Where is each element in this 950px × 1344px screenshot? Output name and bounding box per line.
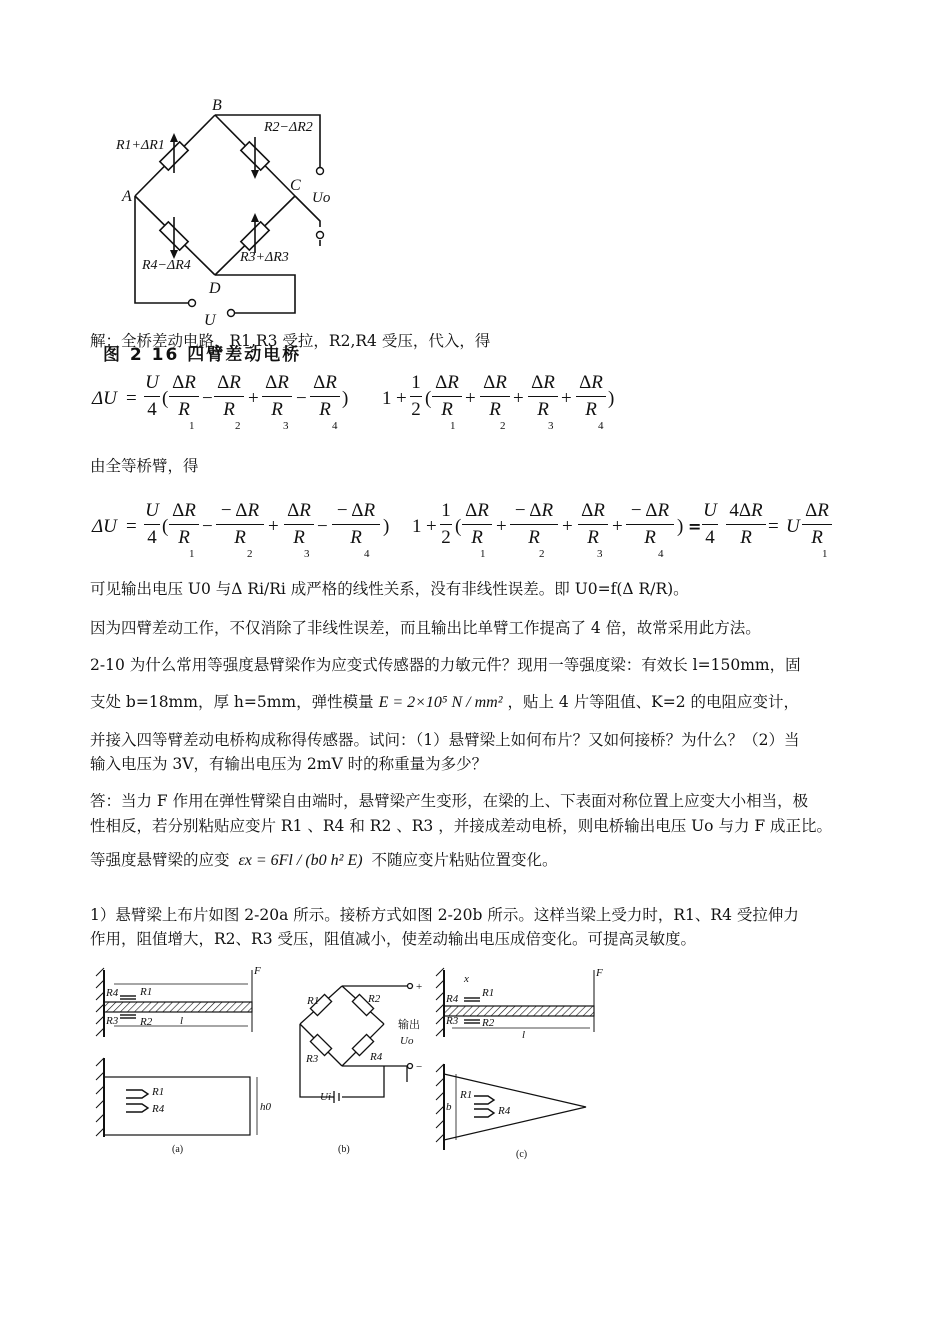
r2-label-a: R2: [140, 1016, 153, 1028]
position-label-c: x: [464, 973, 469, 985]
answer-line-3b: 不随应变片粘贴位置变化。: [371, 851, 558, 869]
answer-line-2: 性相反，若分别粘贴应变片 R1 、R4 和 R2 、R3 ，并接成差动电桥，则电桥输出电压 Uo 与力 F 成正比。: [90, 817, 833, 835]
force-label-c: F: [596, 967, 603, 979]
node-d-label: D: [209, 280, 221, 297]
question-line-2a: 支处 b=18mm，厚 h=5mm，弹性模量: [90, 693, 374, 711]
equal-arms-paragraph: 由全等桥臂，得: [90, 457, 199, 475]
r4-label-b: R4: [370, 1051, 383, 1063]
length-label-a: l: [180, 1015, 184, 1027]
r1-label-b: R1: [307, 995, 320, 1007]
resistor-r2-label: R2−ΔR2: [264, 120, 313, 135]
output-label-b: 输出: [398, 1019, 420, 1031]
r4-label-a-plan: R4: [152, 1103, 165, 1115]
reason-paragraph: 因为四臂差动工作，不仅消除了非线性误差，而且输出比单臂工作提高了 4 倍，故常采用此方法。: [90, 619, 761, 637]
node-b-label: B: [212, 97, 222, 114]
point-1-line-2: 作用，阻值增大，R2、R3 受压，阻值减小，使差动输出电压成倍变化。可提高灵敏度。: [90, 930, 696, 948]
r3-label-a: R3: [106, 1015, 119, 1027]
question-line-2: [90, 690, 799, 715]
input-voltage-label: U: [204, 312, 216, 329]
width-label: h0: [260, 1101, 271, 1113]
r4-label-c: R4: [446, 993, 459, 1005]
linear-relation-paragraph: 可见输出电压 U0 与Δ Ri/Ri 成严格的线性关系，没有非线性误差。即 U0=f(Δ R/R)。: [90, 580, 689, 598]
question-line-4: 输入电压为 3V，有输出电压为 2mV 时的称重量为多少？: [90, 755, 488, 773]
input-voltage-label-b: Ui: [320, 1091, 331, 1103]
panel-c-label: (c): [516, 1149, 528, 1160]
plus-terminal: +: [416, 981, 423, 993]
solution-paragraph: 解：全桥差动电路，R1,R3 受拉，R2,R4 受压，代入，得: [90, 332, 491, 350]
resistor-r4-label: R4−ΔR4: [142, 258, 191, 273]
force-label-a: F: [254, 965, 261, 977]
r2-label-c: R2: [482, 1017, 495, 1029]
panel-a: [96, 968, 257, 1137]
modulus-formula: E = 2×10⁵ N / mm²: [378, 694, 503, 711]
equation-2: ΔU = U 4 ( ΔR R 1 − − ΔR R 2 + ΔR R 3 − − ΔR R 4 ) 1 + 1 2 ( ΔR R 1 + − ΔR R 2 + ΔR R 3 + − ΔR R 4 ) = U 4 4ΔR R = U ΔR R 1: [92, 500, 852, 562]
length-label-c: l: [522, 1029, 526, 1041]
root-width-label-c: b: [446, 1101, 452, 1113]
r2-label-b: R2: [368, 993, 381, 1005]
output-voltage-label: Uo: [312, 190, 331, 206]
point-1-line-1: 1）悬臂梁上布片如图 2-20a 所示。接桥方式如图 2-20b 所示。这样当梁上受力时，R1、R4 受拉伸力: [90, 906, 799, 924]
panel-a-label: (a): [172, 1144, 184, 1155]
strain-formula: εx = 6Fl / (b0 h² E): [238, 852, 363, 869]
r1-label-a-plan: R1: [152, 1086, 165, 1098]
node-c-label: C: [290, 177, 301, 194]
r3-label-c: R3: [446, 1015, 459, 1027]
panel-c: [436, 968, 594, 1150]
answer-line-3a: 等强度悬臂梁的应变: [90, 851, 230, 869]
answer-line-1: 答：当力 F 作用在弹性臂梁自由端时，悬臂梁产生变形，在梁的上、下表面对称位置上应变大小相当，极: [90, 792, 809, 810]
resistor-r3-label: R3+ΔR3: [240, 250, 289, 265]
r1-label-c-plan: R1: [460, 1089, 473, 1101]
output-voltage-label-b: Uo: [400, 1035, 414, 1047]
question-line-2b: ，贴上 4 片等阻值、K=2 的电阻应变计，: [507, 693, 800, 711]
r4-label-a: R4: [106, 987, 119, 999]
r1-label-a: R1: [140, 986, 153, 998]
minus-terminal: −: [416, 1061, 423, 1073]
answer-line-3: [90, 848, 558, 873]
resistor-r1-label: R1+ΔR1: [116, 138, 165, 153]
question-line-1: 2-10 为什么常用等强度悬臂梁作为应变式传感器的力敏元件？现用一等强度梁：有效长 l=150mm，固: [90, 656, 801, 674]
question-line-3: 并接入四等臂差动电桥构成称得传感器。试问：（1）悬臂梁上如何布片？又如何接桥？为什么？（2）当: [90, 731, 800, 749]
panel-b-label: (b): [338, 1144, 350, 1155]
node-a-label: A: [122, 188, 132, 205]
r3-label-b: R3: [306, 1053, 319, 1065]
r1-label-c: R1: [482, 987, 495, 999]
equation-1: ΔU = U 4 ( ΔR R 1 − ΔR R 2 + ΔR R 3 − ΔR R 4 ) 1 + 1 2 ( ΔR R 1 + ΔR R 2 + ΔR R 3 + ΔR R 4 ): [92, 372, 615, 432]
cantilever-figure: [92, 962, 622, 1162]
bridge-circuit-figure: [100, 95, 340, 345]
r4-label-c-plan: R4: [498, 1105, 511, 1117]
figure-caption: 图 2 16 四臂差动电桥: [103, 345, 302, 365]
